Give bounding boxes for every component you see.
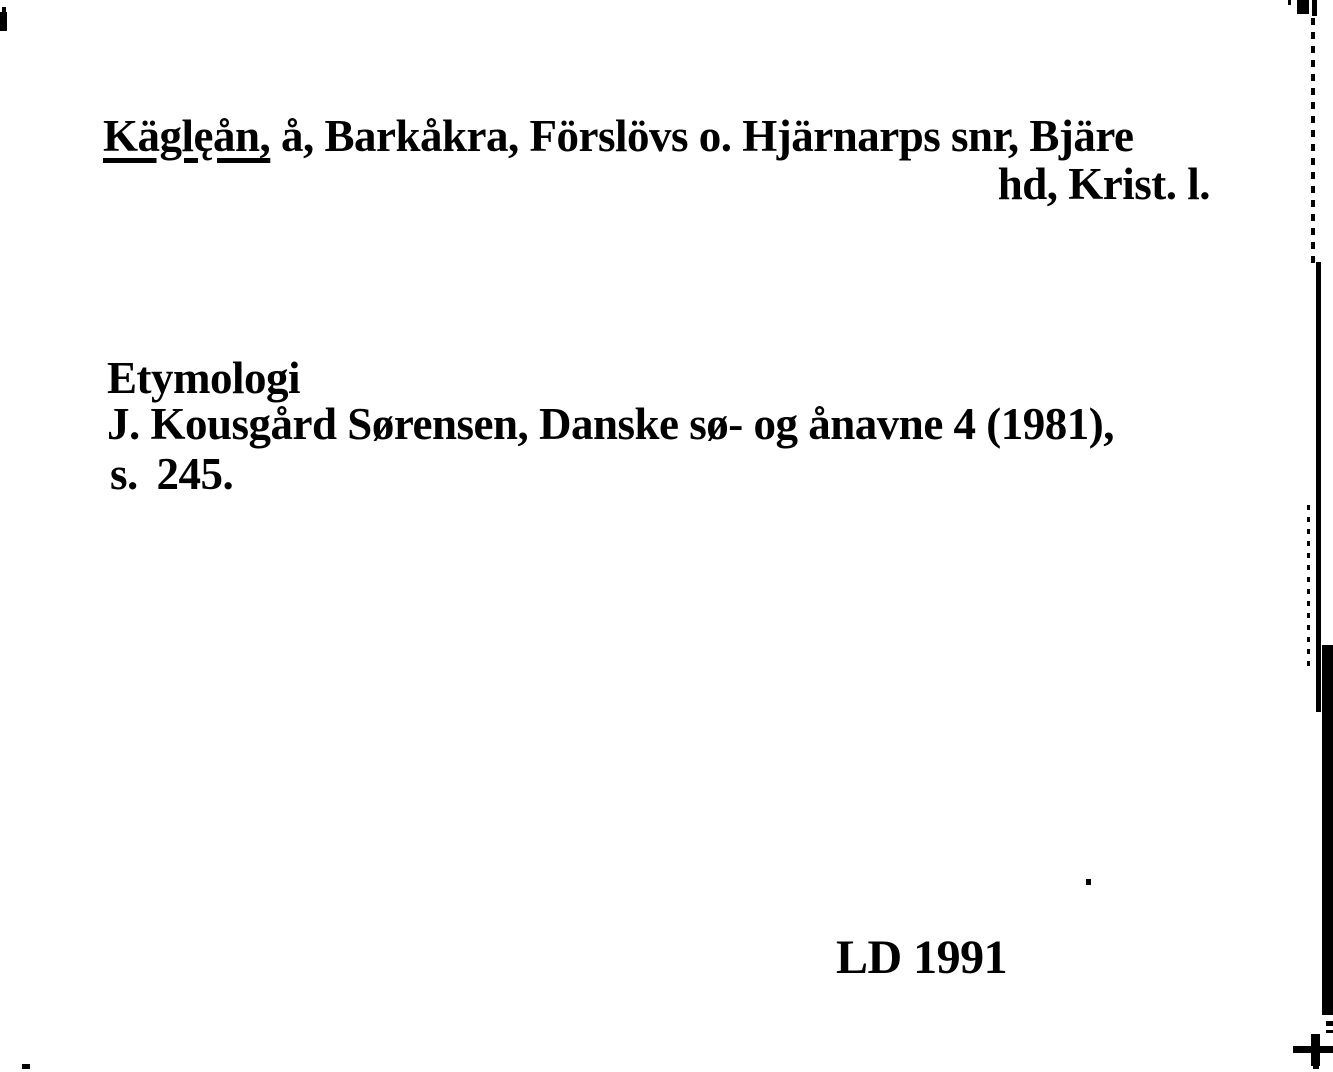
signature-date: LD 1991: [836, 931, 1008, 984]
scan-mark-top-right-bar: [1297, 0, 1309, 14]
scan-solid-edge-line: [1316, 262, 1321, 712]
district-continuation-line: hd, Krist. l.: [997, 159, 1210, 209]
etymology-reference: J. Kousgård Sørensen, Danske sø- og ånavne 4 (1981),: [107, 399, 1115, 449]
scan-mark-top-right-tick: [1288, 0, 1291, 5]
registration-cross-vertical: [1311, 1034, 1320, 1066]
scan-speck-middle: [1086, 879, 1091, 885]
etymology-page-reference: s. 245.: [110, 449, 234, 499]
scan-mark-top-left-nub: [2, 7, 6, 13]
scan-speck-bottom-left: [22, 1064, 30, 1069]
scan-dashed-edge-line: [1311, 18, 1315, 266]
etymology-heading: Etymologi: [107, 353, 300, 403]
scan-mark-top-right-bar-2: [1312, 0, 1317, 16]
scan-mark-top-left: [0, 12, 7, 31]
scan-edge-dash-2: [1326, 1030, 1333, 1033]
scan-right-edge-band: [1322, 645, 1333, 1015]
headword-line-rest: å, Barkåkra, Förslövs o. Hjärnarps snr, Bjäre: [270, 111, 1134, 161]
headword-line: [103, 112, 1134, 162]
scan-edge-dash-1: [1326, 1021, 1333, 1026]
registration-cross-tail: [1313, 1064, 1319, 1069]
scan-edge-dash-texture: [1307, 505, 1310, 670]
headword: Käglęån,: [103, 111, 271, 161]
